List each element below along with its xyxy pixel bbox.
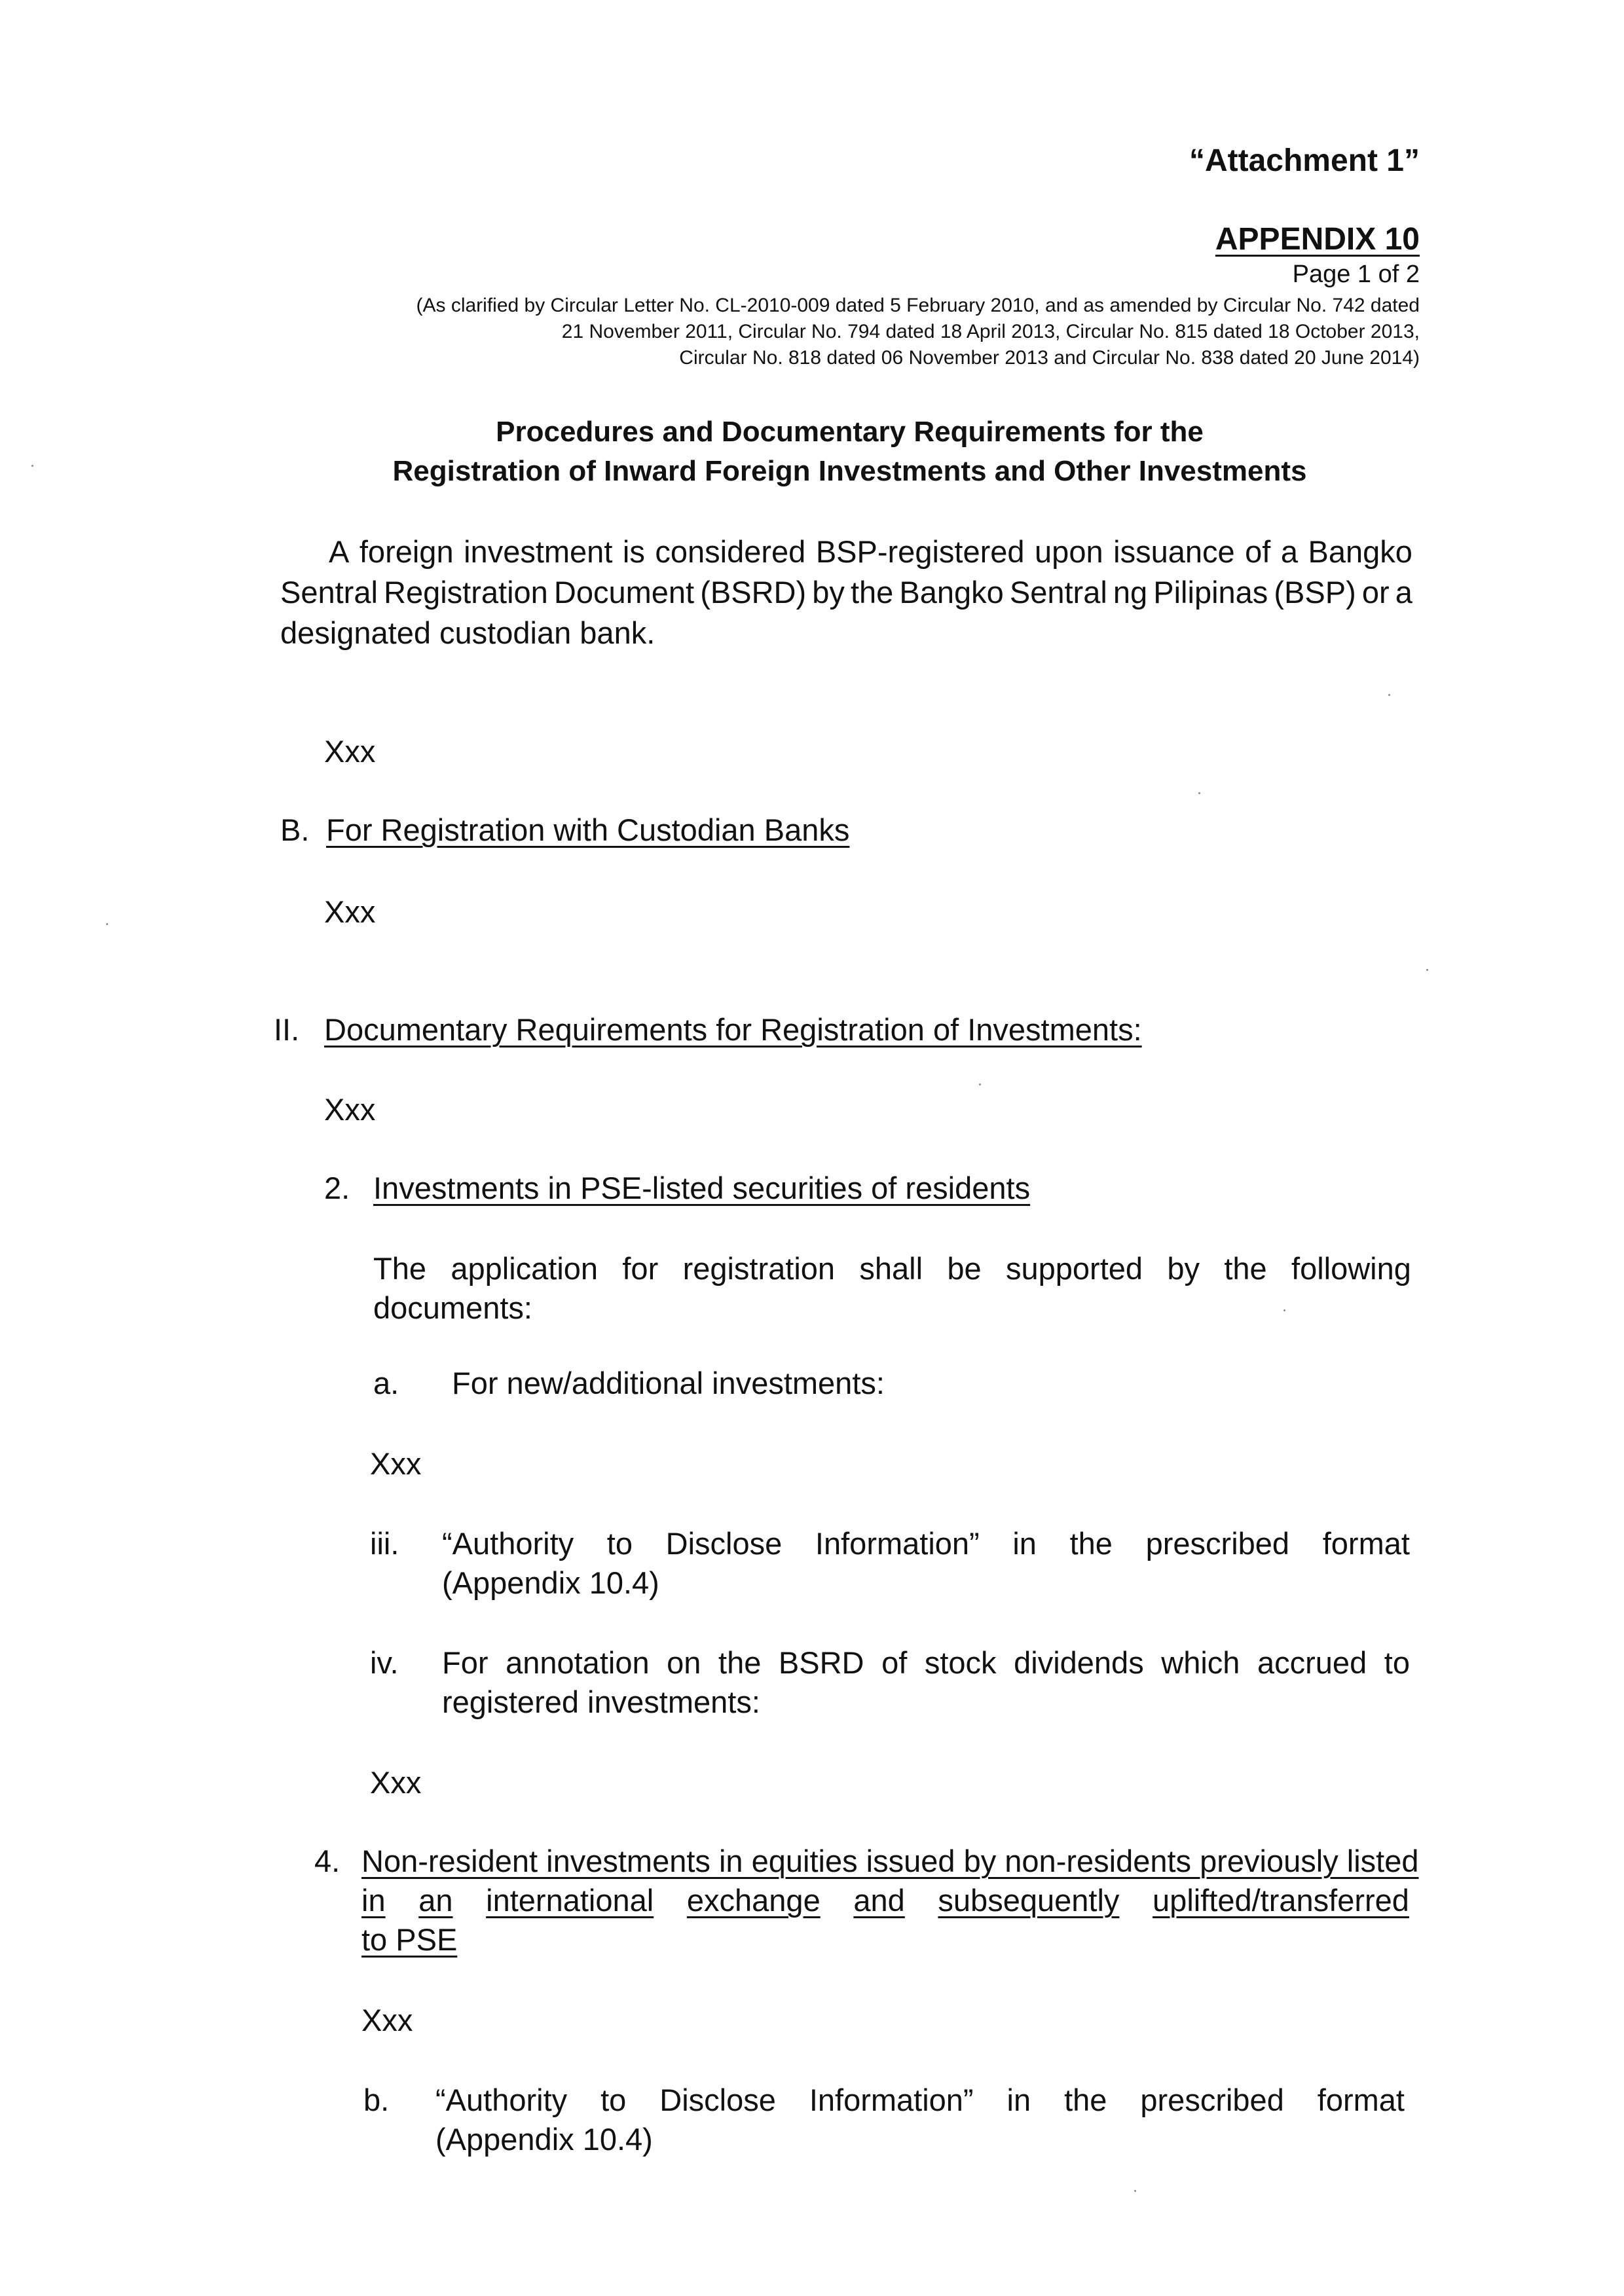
- document-title-line-1: Procedures and Documentary Requirements for the: [496, 416, 1204, 448]
- word: Sentral: [280, 575, 378, 610]
- word: of: [881, 1645, 908, 1680]
- word: an: [418, 1883, 453, 1918]
- item-iv-line-2: registered investments:: [442, 1685, 760, 1719]
- section-ii-marker: II.: [274, 1012, 300, 1047]
- word: application: [451, 1251, 599, 1286]
- word: following: [1291, 1251, 1411, 1286]
- word: by: [1167, 1251, 1200, 1286]
- item-iv-line-1: [442, 1645, 1410, 1681]
- word: uplifted/transferred: [1153, 1883, 1409, 1918]
- scan-speck: [1283, 1309, 1285, 1311]
- word: to: [600, 2083, 627, 2117]
- scan-speck: [979, 1084, 981, 1085]
- omitted-text-marker: Xxx: [324, 1092, 376, 1127]
- word: stock: [924, 1645, 997, 1680]
- word: registration: [682, 1251, 836, 1286]
- word: Bangko: [1308, 534, 1412, 569]
- item-iii-line-2: (Appendix 10.4): [442, 1565, 659, 1600]
- word: (BSP): [1274, 575, 1356, 610]
- word: or: [1361, 575, 1390, 610]
- item-4-heading-line-1: Non-resident investments in equities issued by non-residents previously listed: [361, 1844, 1419, 1878]
- word: BSRD: [778, 1645, 864, 1680]
- omitted-text-marker: Xxx: [324, 894, 376, 929]
- page-number: Page 1 of 2: [1292, 261, 1420, 288]
- word: accrued: [1257, 1645, 1367, 1680]
- word: to: [606, 1526, 633, 1561]
- word: Disclose: [659, 2083, 776, 2117]
- word: shall: [859, 1251, 923, 1286]
- circular-note-line-1: (As clarified by Circular Letter No. CL-2010-009 dated 5 February 2010, and as amended by Circular No. 742 dated: [416, 295, 1420, 316]
- word: international: [486, 1883, 654, 1918]
- word: considered: [655, 534, 806, 569]
- item-2-marker: 2.: [324, 1171, 350, 1205]
- item-b-line-2: (Appendix 10.4): [435, 2122, 653, 2157]
- word: the: [1224, 1251, 1267, 1286]
- word: the: [1069, 1526, 1113, 1561]
- word: annotation: [506, 1645, 650, 1680]
- section-ii-heading: Documentary Requirements for Registration of Investments:: [324, 1012, 1142, 1047]
- word: a: [1280, 534, 1298, 569]
- word: for: [622, 1251, 659, 1286]
- word: (BSRD): [700, 575, 807, 610]
- word: a: [1395, 575, 1412, 610]
- word: of: [1245, 534, 1271, 569]
- word: Information”: [815, 1526, 980, 1561]
- omitted-text-marker: Xxx: [324, 734, 376, 769]
- word: investment: [464, 534, 613, 569]
- intro-line-3: designated custodian bank.: [280, 615, 655, 650]
- word: Document: [553, 575, 695, 610]
- word: is: [622, 534, 645, 569]
- omitted-text-marker: Xxx: [370, 1765, 422, 1800]
- word: format: [1322, 1526, 1410, 1561]
- word: ng: [1113, 575, 1148, 610]
- scan-speck: [1198, 792, 1200, 794]
- word: “Authority: [435, 2083, 568, 2117]
- word: the: [718, 1645, 762, 1680]
- item-4-heading-line-2: [361, 1882, 1409, 1918]
- word: prescribed: [1145, 1526, 1290, 1561]
- word: subsequently: [938, 1883, 1120, 1918]
- word: “Authority: [442, 1526, 574, 1561]
- word: A: [329, 534, 350, 569]
- scan-speck: [106, 923, 108, 925]
- word: the: [1064, 2083, 1107, 2117]
- word: Disclose: [665, 1526, 783, 1561]
- item-b-marker: b.: [363, 2083, 390, 2117]
- word: in: [361, 1883, 386, 1918]
- scan-speck: [1426, 969, 1428, 971]
- item-4-marker: 4.: [314, 1844, 341, 1878]
- word: Pilipinas: [1153, 575, 1268, 610]
- item-4-heading-line-3: to PSE: [361, 1922, 458, 1957]
- word: which: [1161, 1645, 1240, 1680]
- word: Sentral: [1009, 575, 1107, 610]
- item-iii-marker: iii.: [370, 1526, 399, 1561]
- omitted-text-marker: Xxx: [370, 1446, 422, 1481]
- intro-line-1: [329, 534, 1412, 570]
- circular-note-line-2: 21 November 2011, Circular No. 794 dated 18 April 2013, Circular No. 815 dated 18 October 2013,: [561, 321, 1420, 342]
- word: Bangko: [899, 575, 1004, 610]
- word: prescribed: [1140, 2083, 1284, 2117]
- item-a-text: For new/additional investments:: [452, 1366, 885, 1400]
- intro-line-2: [280, 574, 1412, 610]
- item-a-marker: a.: [373, 1366, 399, 1400]
- omitted-text-marker: Xxx: [361, 2003, 413, 2037]
- item-2-heading: Investments in PSE-listed securities of residents: [373, 1171, 1031, 1205]
- word: by: [812, 575, 845, 610]
- word: in: [1012, 1526, 1037, 1561]
- word: dividends: [1014, 1645, 1144, 1680]
- word: on: [667, 1645, 701, 1680]
- word: format: [1317, 2083, 1405, 2117]
- word: to: [1384, 1645, 1410, 1680]
- word: in: [1006, 2083, 1031, 2117]
- word: the: [850, 575, 894, 610]
- circular-note-line-3: Circular No. 818 dated 06 November 2013 and Circular No. 838 dated 20 June 2014): [679, 347, 1420, 369]
- document-title-line-2: Registration of Inward Foreign Investments and Other Investments: [392, 455, 1307, 487]
- word: Registration: [384, 575, 548, 610]
- section-b-heading: For Registration with Custodian Banks: [326, 812, 850, 847]
- word: The: [373, 1251, 426, 1286]
- section-b-marker: B.: [280, 812, 310, 847]
- scan-speck: [31, 465, 33, 467]
- attachment-label: “Attachment 1”: [1189, 143, 1420, 178]
- word: For: [442, 1645, 489, 1680]
- word: be: [947, 1251, 982, 1286]
- word: issuance: [1113, 534, 1235, 569]
- word: BSP-registered: [815, 534, 1025, 569]
- word: exchange: [686, 1883, 821, 1918]
- word: foreign: [359, 534, 454, 569]
- item-iii-line-1: [442, 1525, 1410, 1561]
- word: supported: [1006, 1251, 1143, 1286]
- scan-speck: [1134, 2190, 1136, 2192]
- item-2-paragraph-line-2: documents:: [373, 1290, 532, 1325]
- word: upon: [1035, 534, 1103, 569]
- item-iv-marker: iv.: [370, 1645, 399, 1680]
- word: and: [853, 1883, 905, 1918]
- word: Information”: [809, 2083, 974, 2117]
- scan-speck: [1388, 694, 1390, 696]
- item-2-paragraph-line-1: [373, 1250, 1411, 1286]
- appendix-title: APPENDIX 10: [1215, 222, 1420, 257]
- item-b-line-1: [435, 2082, 1405, 2118]
